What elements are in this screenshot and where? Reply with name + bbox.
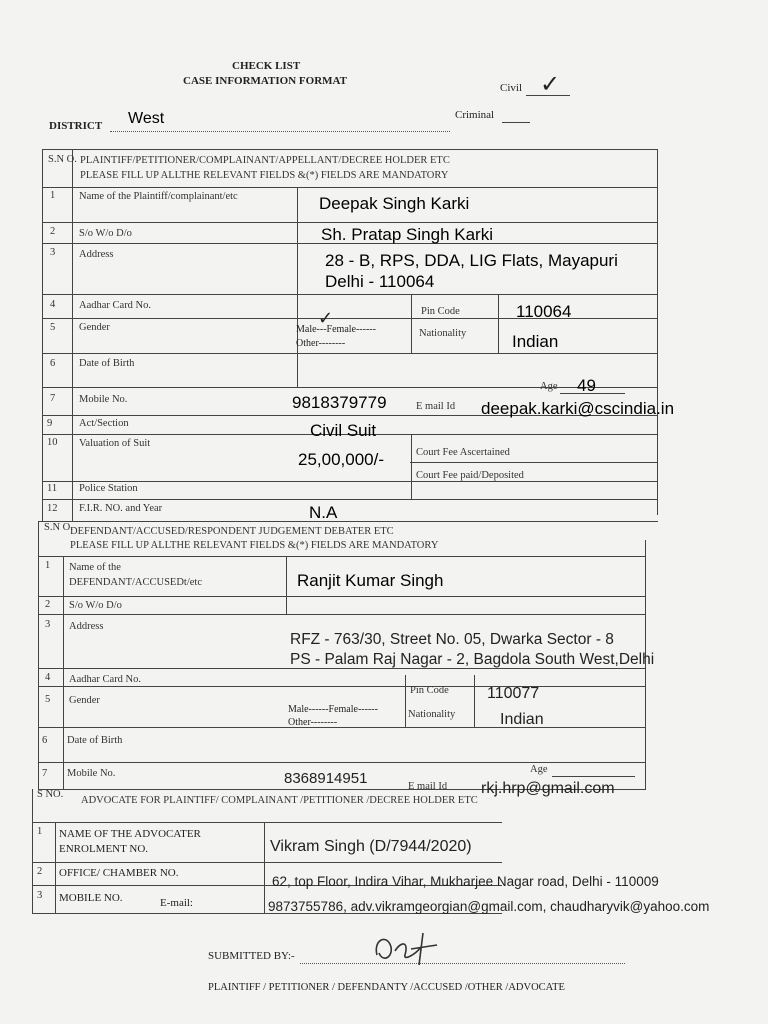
form-subtitle: CASE INFORMATION FORMAT <box>183 75 347 87</box>
defendant-name-label: Name of the <box>69 562 121 573</box>
defendant-pincode-value: 110077 <box>487 685 540 702</box>
defendant-gender-label: Gender <box>69 695 100 706</box>
defendant-row-number: 2 <box>45 599 51 610</box>
plaintiff-row-number: 6 <box>50 358 56 369</box>
defendant-heading: DEFENDANT/ACCUSED/RESPONDENT JUDGEMENT DEBATER ETC <box>70 526 394 537</box>
plaintiff-heading: PLAINTIFF/PETITIONER/COMPLAINANT/APPELLANT/DECREE HOLDER ETC <box>80 155 450 166</box>
signature-image <box>365 925 445 970</box>
submitted-roles: PLAINTIFF / PETITIONER / DEFENDANTY /ACCUSED /OTHER /ADVOCATE <box>208 982 565 993</box>
police-station-label: Police Station <box>79 483 138 494</box>
defendant-nationality-value: Indian <box>500 711 544 728</box>
defendant-row-number: 5 <box>45 694 51 705</box>
plaintiff-pincode-value: 110064 <box>516 302 572 321</box>
plaintiff-mobile-label: Mobile No. <box>79 394 128 405</box>
plaintiff-mobile-value: 9818379779 <box>292 393 387 412</box>
plaintiff-name-label: Name of the Plaintiff/complainant/etc <box>79 191 238 202</box>
defendant-mandatory-note: PLEASE FILL UP ALLTHE RELEVANT FIELDS &(*) FIELDS ARE MANDATORY <box>70 540 439 551</box>
plaintiff-email-label: E mail Id <box>416 401 456 412</box>
defendant-row-number: 7 <box>42 768 48 779</box>
defendant-gender-other: Other-------- <box>288 717 338 728</box>
court-fee-paid-label: Court Fee paid/Deposited <box>416 470 524 481</box>
plaintiff-address-line1: 28 - B, RPS, DDA, LIG Flats, Mayapuri <box>325 251 618 270</box>
gender-check-mark: ✓ <box>318 308 334 328</box>
advocate-row-number: 2 <box>37 866 43 877</box>
plaintiff-age-label: Age <box>540 381 558 392</box>
advocate-contact-value: 9873755786, adv.vikramgeorgian@gmail.com, chaudharyvik@yahoo.com <box>268 899 710 914</box>
plaintiff-act-label: Act/Section <box>79 418 129 429</box>
plaintiff-row-number: 7 <box>50 393 56 404</box>
plaintiff-nationality-value: Indian <box>512 332 559 351</box>
advocate-name-value: Vikram Singh (D/7944/2020) <box>270 838 472 855</box>
enrolment-label: ENROLMENT NO. <box>59 843 149 855</box>
plaintiff-sno-label: S.N O. <box>48 154 77 165</box>
plaintiff-relation-label: S/o W/o D/o <box>79 228 132 239</box>
civil-label: Civil <box>500 82 523 94</box>
plaintiff-row-number: 9 <box>47 418 53 429</box>
office-chamber-value: 62, top Floor, Indira Vihar, Mukharjee Nagar road, Delhi - 110009 <box>272 874 659 889</box>
plaintiff-row-number: 11 <box>47 483 58 494</box>
plaintiff-valuation-label: Valuation of Suit <box>79 438 151 449</box>
defendant-row-number: 1 <box>45 560 51 571</box>
plaintiff-gender-label: Gender <box>79 322 110 333</box>
office-chamber-label: OFFICE/ CHAMBER NO. <box>59 867 179 879</box>
defendant-name-label-2: DEFENDANT/ACCUSEDt/etc <box>69 577 202 588</box>
defendant-address-label: Address <box>69 621 104 632</box>
advocate-row-number: 3 <box>37 890 43 901</box>
defendant-nationality-label: Nationality <box>408 709 456 720</box>
fir-value: N.A <box>309 503 338 522</box>
plaintiff-valuation-value: 25,00,000/- <box>298 450 385 469</box>
defendant-address-line2: PS - Palam Raj Nagar - 2, Bagdola South West,Delhi <box>290 651 655 668</box>
fir-label: F.I.R. NO. and Year <box>79 503 163 514</box>
defendant-pincode-label: Pin Code <box>410 685 449 696</box>
plaintiff-name-value: Deepak Singh Karki <box>319 194 470 213</box>
defendant-name-value: Ranjit Kumar Singh <box>297 571 444 590</box>
plaintiff-act-value: Civil Suit <box>310 421 377 440</box>
plaintiff-row-number: 10 <box>47 437 58 448</box>
plaintiff-nationality-label: Nationality <box>419 328 467 339</box>
advocate-sno-label: S NO. <box>37 789 64 800</box>
defendant-email-label: E mail Id <box>408 781 448 792</box>
defendant-sno-label: S.N O. <box>44 522 73 533</box>
court-fee-ascertained-label: Court Fee Ascertained <box>416 447 510 458</box>
defendant-aadhar-label: Aadhar Card No. <box>69 674 142 685</box>
plaintiff-row-number: 5 <box>50 322 56 333</box>
civil-check-mark: ✓ <box>540 71 561 98</box>
district-label: DISTRICT <box>49 120 103 132</box>
advocate-mobile-label: MOBILE NO. <box>59 892 123 904</box>
plaintiff-address-line2: Delhi - 110064 <box>325 272 435 291</box>
defendant-row-number: 3 <box>45 619 51 630</box>
defendant-dob-label: Date of Birth <box>67 735 123 746</box>
advocate-email-label: E-mail: <box>160 897 193 909</box>
advocate-heading: ADVOCATE FOR PLAINTIFF/ COMPLAINANT /PETITIONER /DECREE HOLDER ETC <box>81 795 478 806</box>
criminal-label: Criminal <box>455 109 495 121</box>
plaintiff-row-number: 3 <box>50 247 56 258</box>
defendant-address-line1: RFZ - 763/30, Street No. 05, Dwarka Sector - 8 <box>290 631 614 648</box>
defendant-email-value: rkj.hrp@gmail.com <box>481 780 615 797</box>
advocate-name-label: NAME OF THE ADVOCATER <box>59 828 201 840</box>
plaintiff-dob-label: Date of Birth <box>79 358 135 369</box>
defendant-row-number: 4 <box>45 672 51 683</box>
plaintiff-row-number: 12 <box>47 503 58 514</box>
plaintiff-row-number: 1 <box>50 190 56 201</box>
plaintiff-pincode-label: Pin Code <box>421 306 460 317</box>
district-value: West <box>128 110 165 127</box>
plaintiff-aadhar-label: Aadhar Card No. <box>79 300 152 311</box>
plaintiff-gender-options: Male---Female------ <box>296 324 376 335</box>
plaintiff-mandatory-note: PLEASE FILL UP ALLTHE RELEVANT FIELDS &(*) FIELDS ARE MANDATORY <box>80 170 449 181</box>
plaintiff-gender-other: Other-------- <box>296 338 346 349</box>
submitted-by-label: SUBMITTED BY:- <box>208 950 295 962</box>
plaintiff-row-number: 2 <box>50 226 56 237</box>
form-title: CHECK LIST <box>232 60 301 72</box>
defendant-gender-options: Male------Female------ <box>288 704 378 715</box>
defendant-relation-label: S/o W/o D/o <box>69 600 122 611</box>
plaintiff-relation-value: Sh. Pratap Singh Karki <box>321 225 493 244</box>
defendant-mobile-label: Mobile No. <box>67 768 116 779</box>
plaintiff-age-value: 49 <box>577 376 596 395</box>
plaintiff-email-value: deepak.karki@cscindia.in <box>481 399 675 418</box>
defendant-age-label: Age <box>530 764 548 775</box>
advocate-row-number: 1 <box>37 826 43 837</box>
defendant-row-number: 6 <box>42 735 48 746</box>
plaintiff-row-number: 4 <box>50 299 56 310</box>
defendant-mobile-value: 8368914951 <box>284 770 368 787</box>
plaintiff-address-label: Address <box>79 249 114 260</box>
